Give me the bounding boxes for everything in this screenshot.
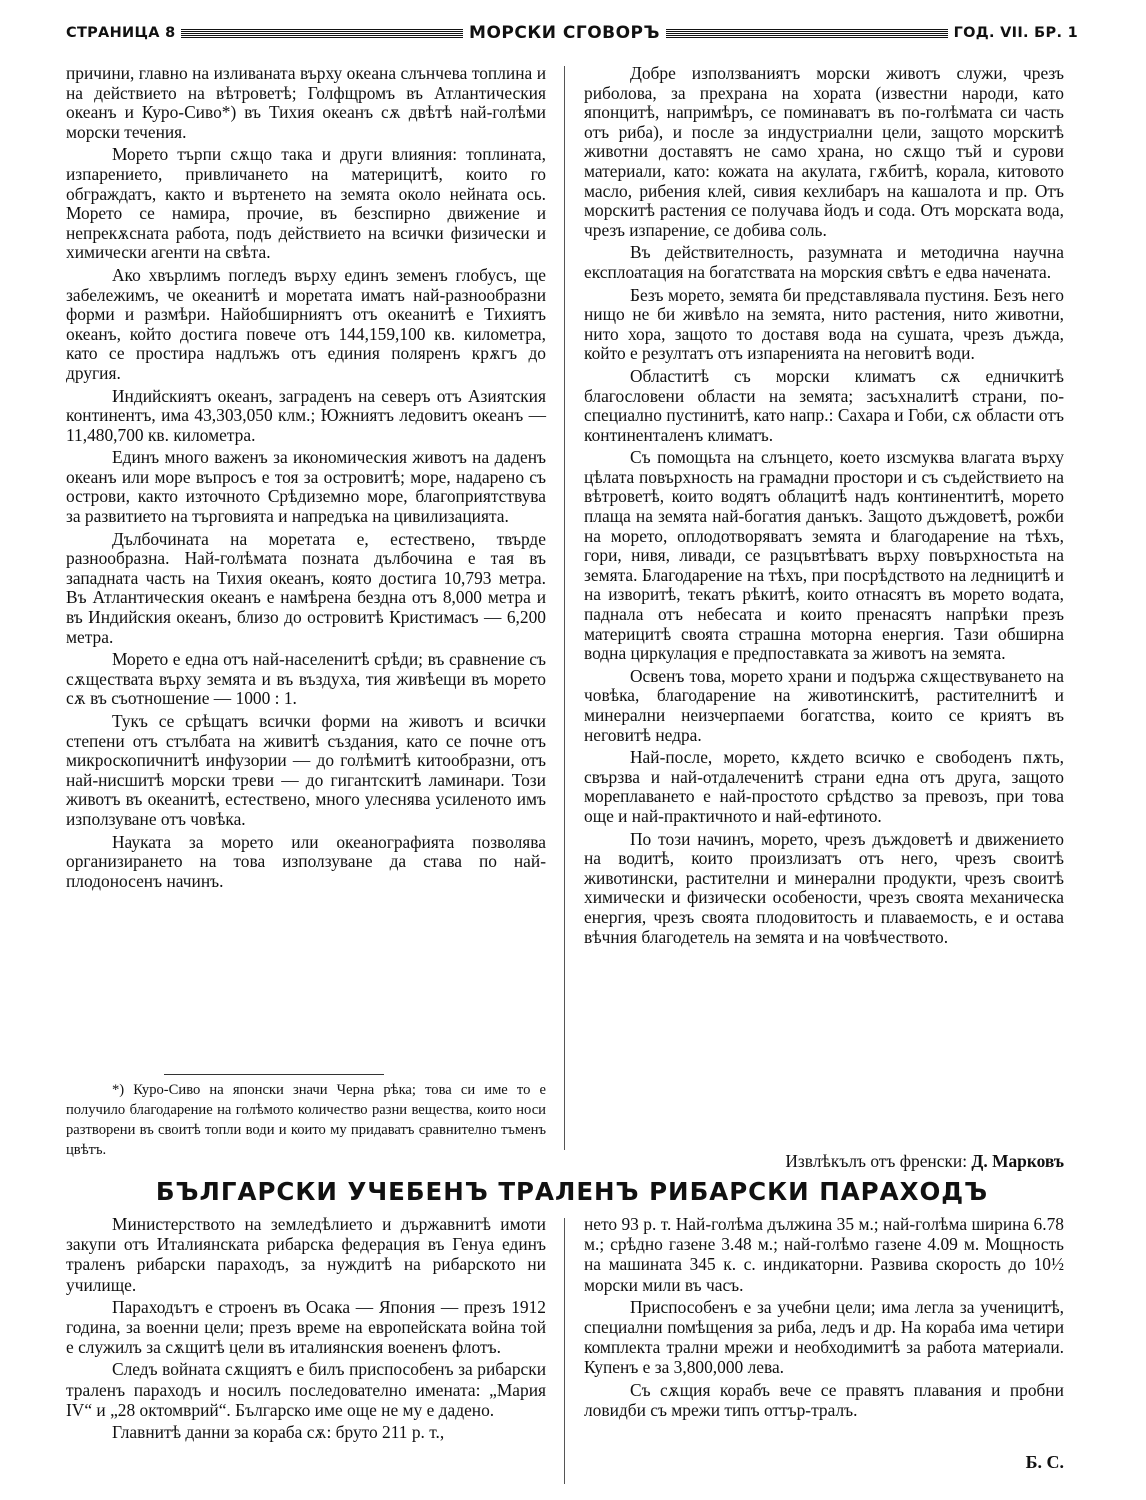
author-initials: Б. С. (1025, 1452, 1064, 1472)
page-header (66, 18, 1078, 48)
paragraph: Приспособенъ е за учебни цели; има легла за ученицитѣ, специални помѣщения за риба, ледъ и др. На кораба има четири комплекта трални мрежи и необходимитѣ за работа материали. Купенъ е за 3,800,000 лева. (584, 1296, 1064, 1378)
paragraph: Главнитѣ данни за кораба сѫ: бруто 211 р. т., (112, 1422, 445, 1443)
paragraph: Единъ много важенъ за икономическия животъ на даденъ океанъ или море въпросъ е тоя за островитѣ; море, надарено съ острови, както източното Срѣдиземно море, благоприятствува за развитието на търговията и напредъка на цивилизацията. (66, 447, 546, 527)
article-headline: БЪЛГАРСКИ УЧЕБЕНЪ ТРАЛЕНЪ РИБАРСКИ ПАРАХОДЪ (155, 1177, 989, 1206)
paragraph: причини, главно на изливаната върху океана слънчева топлина и на действието на вѣтроветѣ; Голфщромъ въ Атлантическия океанъ и Куро-Сиво*) въ Тихия океанъ сѫ двѣтѣ най-голѣми морски течения. (66, 63, 546, 142)
paragraph: Морето е една отъ най-населенитѣ срѣди; въ сравнение съ сѫществата върху земята и въ въздуха, тия живѣещи въ морето сѫ въ съотношение — 1000 : 1. (66, 649, 546, 709)
paragraph: Тукъ се срѣщатъ всички форми на животъ и всички степени отъ стълбата на живитѣ създания, като се почне отъ микроскопичнитѣ инфузории — до голѣмитѣ китообразни, отъ най-нисшитѣ морски треви — до гигантскитѣ ламинари. Този животъ въ океанитѣ, естествено, много улеснява усиленото имъ използуване отъ човѣка. (66, 711, 546, 829)
header-rule-right (666, 29, 948, 38)
paragraph: По този начинъ, морето, чрезъ дъждоветѣ и движението на водитѣ, които произлизатъ отъ него, чрезъ своитѣ животински, растителни и минерални продукти, чрезъ своитѣ химически и физически особености, чрезъ своята механическа енергия, чрезъ своята плодовитость и плаваемость, е и остава вѣчния благодетель на земята и на човѣчеството. (584, 828, 1064, 947)
second-column-divider (564, 1218, 565, 1484)
footnote (66, 1080, 546, 1160)
footnote-divider (164, 1074, 384, 1075)
paragraph: Министерството на земледѣлието и държавнитѣ имоти закупи отъ Италиянската рибарска федерация въ Генуа единъ траленъ рибарски параходъ, за нуждитѣ на рибарското ни училище. (66, 1214, 546, 1295)
page-number-label: СТРАНИЦА 8 (66, 25, 176, 41)
paragraph: Ако хвърлимъ погледъ върху единъ земенъ глобусъ, ще забележимъ, че океанитѣ и моретата иматъ най-разнообразни форми и размѣри. Найобширниятъ отъ океанитѣ е Тихиятъ океанъ, който достига повече отъ 144,159,100 кв. километра, като се простира надлъжъ отъ единия поляренъ крѫгъ до другия. (66, 264, 546, 383)
paragraph: Науката за морето или океанографията позволява организирането на това използуване да става по най-плодоносенъ начинъ. (66, 831, 546, 891)
paragraph: Въ действителность, разумната и методична научна експлоатация на богатствата на морския свѣтъ е едва начената. (584, 242, 1064, 282)
paragraph: Параходътъ е строенъ въ Осака — Япония — презъ 1912 година, за военни цели; презъ време на европейската война той е служилъ за сѫщитѣ цели въ италиянския воененъ флотъ. (66, 1296, 546, 1358)
paragraph: Добре използваниятъ морски животъ служи, чрезъ риболова, за прехрана на хората (известни народи, като японцитѣ, напримѣръ, се поминаватъ въ по-голѣмата си часть отъ риба), и после за индустриални цели, защото морскитѣ животни доставятъ не само храна, но сѫщо тъй и сурови материали, като: кожата на акулата, гѫбитѣ, корала, китовото масло, рибения клей, сивия кехлибаръ на кашалота и пр. Отъ морскитѣ растения се получава йодъ и сода. Отъ морската вода, чрезъ изпарение, се добива соль. (584, 63, 1064, 240)
paragraph: Съ сѫщия корабъ вече се правятъ плавания и пробни ловидби съ мрежи типъ оттър-тралъ. (584, 1379, 1064, 1420)
second-article-left-column (66, 1214, 546, 1442)
footnote-text: *) Куро-Сиво на японски значи Черна рѣка; това си име то е получило благодарение на голѣмото количество разни вещества, които носи разтворени въ своитѣ топли води и които му придаватъ сравнително тъменъ цвѣтъ. (66, 1082, 546, 1158)
journal-title: МОРСКИ СГОВОРЪ (469, 23, 660, 43)
paragraph: Областитѣ съ морски климатъ сѫ едничкитѣ благословени области на земята; засъхналитѣ страни, по-специално пустинитѣ, като напр.: Сахара и Гоби, сѫ области отъ континенталенъ климатъ. (584, 365, 1064, 445)
article-signature (584, 1150, 1064, 1172)
author-name: Д. Марковъ (971, 1151, 1064, 1171)
paragraph: Следъ войната сѫщиятъ е билъ приспособенъ за рибарски траленъ параходъ и носилъ последователно имената: „Мария IV“ и „28 октомврий“. Българско име още не му е дадено. (66, 1359, 546, 1420)
paragraph: Безъ морето, земята би представлявала пустиня. Безъ него нищо не би живѣло на земята, нито растения, нито животни, нито хора, защото то доставя вода на сушата, чрезъ дъжда, който е резултатъ отъ изпаренията на неговитѣ води. (584, 284, 1064, 364)
article-left-column (66, 64, 546, 891)
article-right-column (584, 64, 1064, 947)
issue-label: ГОД. VII. БР. 1 (953, 25, 1079, 41)
paragraph: Морето търпи сѫщо така и други влияния: топлината, изпарението, привличането на материцитѣ, които го обграждатъ, както и въртенето на земята около нейната ось. Морето се намира, прочие, въ безспирно движение и непрекѫснатa работа, подъ действието на всички физически и химически агенти на свѣта. (66, 144, 546, 263)
attribution-text: Извлѣкълъ отъ френски: (785, 1151, 968, 1171)
paragraph: Най-после, морето, кѫдето всичко е свободенъ пѫть, свързва и най-отдалеченитѣ страни една отъ друга, защото мореплаването е най-простото срѣдство за превозъ, при това още и най-практичното и най-ефтиното. (584, 747, 1064, 826)
header-rule-left (181, 29, 463, 38)
second-article-right-column (584, 1214, 1064, 1420)
paragraph: Дълбочината на моретата е, естествено, твърде разнообразна. Най-голѣмата позната дълбочина е тая въ западната часть на Тихия океанъ, която достига 10,793 метра. Въ Атлантическия океанъ е намѣрена бездна отъ 8,000 метра и въ Индийския океанъ, близо до островитѣ Кристимасъ — 6,200 метра. (66, 528, 546, 647)
column-divider (564, 66, 565, 1150)
paragraph: нето 93 р. т. Най-голѣма дължина 35 м.; най-голѣма ширина 6.78 м.; срѣдно газене 3.48 м.; най-голѣмо газене 4.09 м. Мощность на машината 345 к. с. индикаторни. Развива скорость до 10½ морски мили въ часъ. (584, 1214, 1064, 1295)
paragraph: Освенъ това, морето храни и подържа сѫществуването на човѣка, благодарение на животинскитѣ, растителнитѣ и минерални неизчерпаеми богатства, които се криятъ въ неговитѣ недра. (584, 665, 1064, 745)
paragraph: Индийскиятъ океанъ, заграденъ на северъ отъ Азиятския континентъ, има 43,303,050 клм.; Южниятъ ледовитъ океанъ — 11,480,700 кв. километра. (66, 385, 546, 445)
paragraph: Съ помощьта на слънцето, което изсмуква влагата върху цѣлата повърхность на грамадни простори и съ съдействието на вѣтроветѣ, които водятъ облацитѣ надъ континентитѣ, морето плаща на земята най-богатия данъкъ. Защото дъждоветѣ, рожби на морето, оплодотворяватъ земята и благодарение на тѣхъ, гори, нивя, ливади, се разцъвтѣватъ върху повърхностьта на земята. Благодарение на тѣхъ, при посрѣдството на ледницитѣ и на изворитѣ, текатъ рѣкитѣ, които отнасятъ въ морето водата, паднала отъ небесата и които пренасятъ напрѣки презъ материцитѣ своята страшна моторна енергия. Тази обширна водна циркулация е предпоставката за животъ на земята. (584, 447, 1064, 664)
